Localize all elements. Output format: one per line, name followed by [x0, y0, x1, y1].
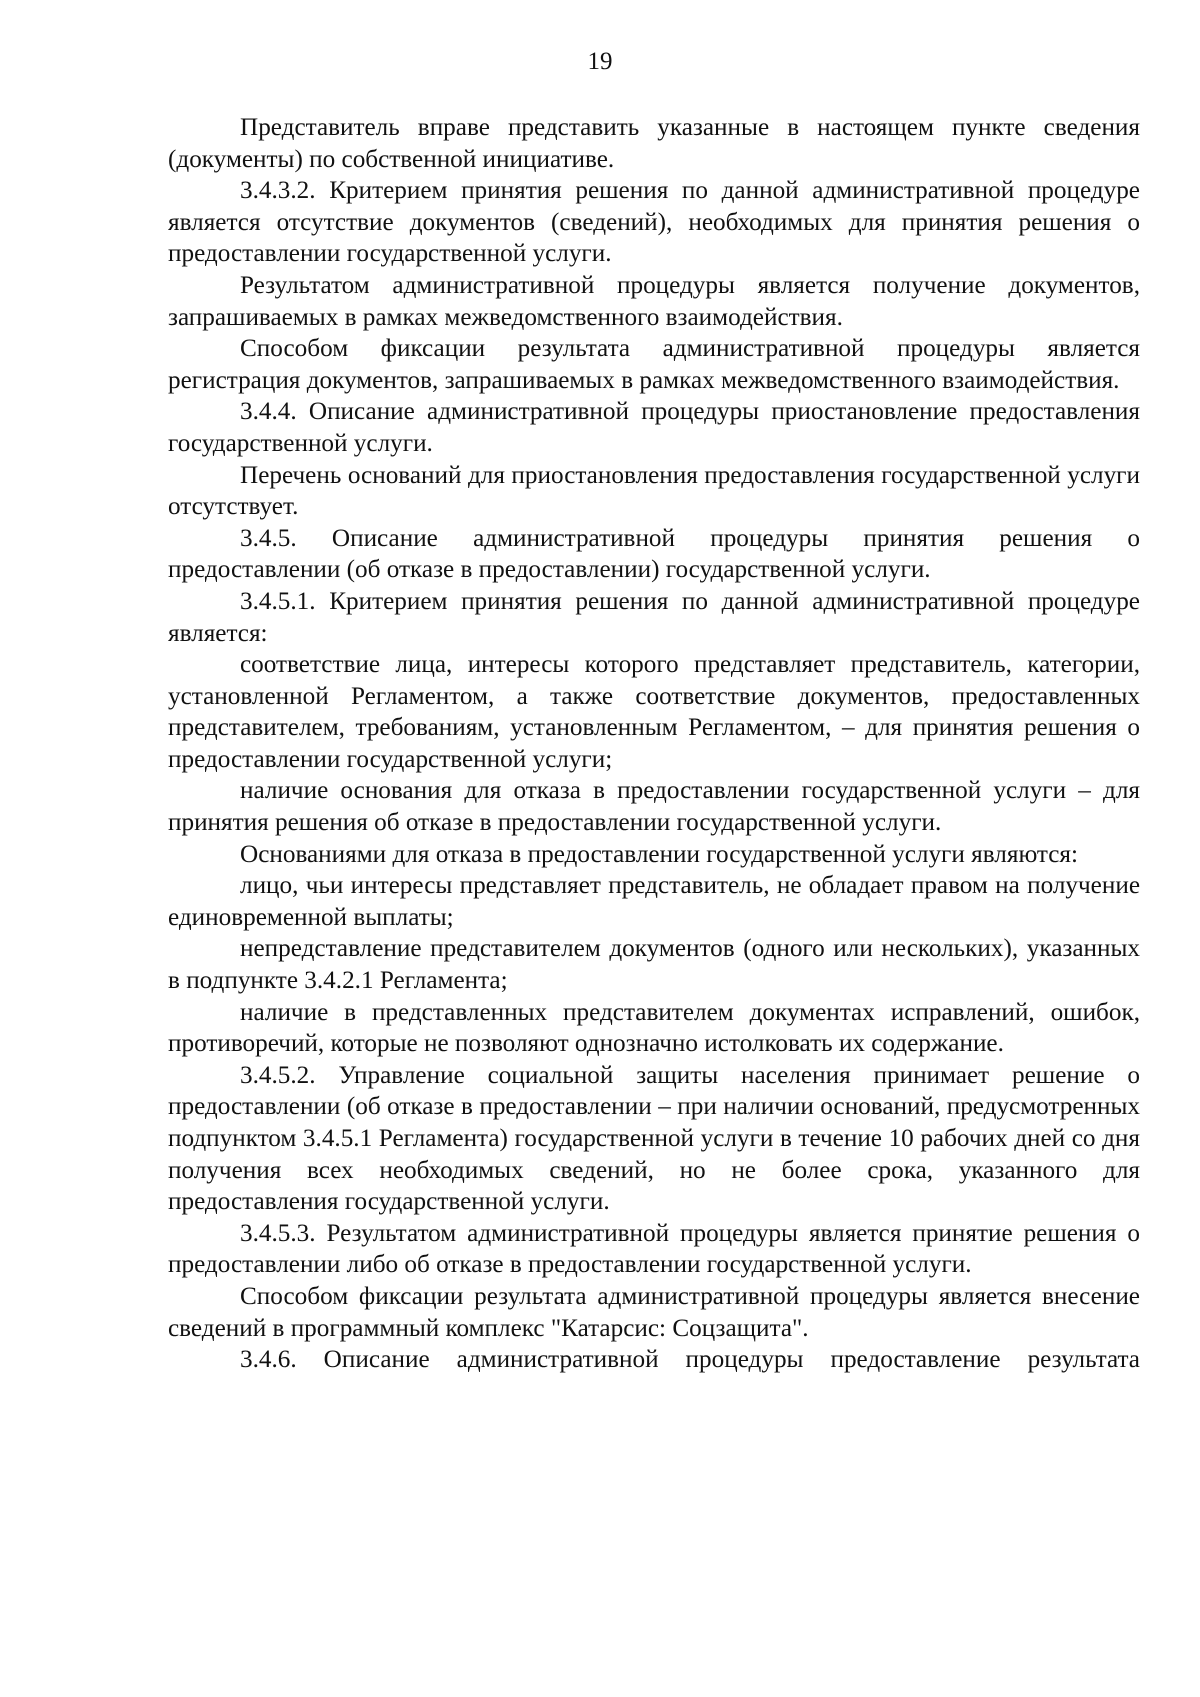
paragraph: лицо, чьи интересы представляет представитель, не обладает правом на получение единовременной выплаты;	[168, 872, 1140, 931]
paragraph: Перечень оснований для приостановления предоставления государственной услуги отсутствует.	[168, 461, 1140, 521]
paragraph: наличие в представленных представителем документах исправлений, ошибок, противоречий, которые не позволяют однозначно истолковать их содержание.	[168, 998, 1140, 1058]
paragraph: Способом фиксации результата административной процедуры является регистрация документов, запрашиваемых в рамках межведомственного взаимодействия.	[168, 335, 1140, 394]
paragraph: Основаниями для отказа в предоставлении государственной услуги являются:	[240, 840, 1079, 868]
document-body	[168, 112, 1140, 1376]
paragraph: 3.4.5.2. Управление социальной защиты населения принимает решение о предоставлении (об отказе в предоставлении – при наличии оснований, предусмотренных подпунктом 3.4.5.1 Регламента) государственной услуги в течение 10 рабочих дней со дня получения всех необходимых сведений, но не более срока, указанного для предоставления государственной услуги.	[168, 1061, 1140, 1216]
paragraph: 3.4.4. Описание административной процедуры приостановление предоставления государственной услуги.	[168, 398, 1140, 457]
paragraph: 3.4.5.3. Результатом административной процедуры является принятие решения о предоставлении либо об отказе в предоставлении государственной услуги.	[168, 1219, 1140, 1279]
paragraph: 3.4.5.1. Критерием принятия решения по данной административной процедуре является:	[168, 587, 1140, 647]
paragraph: Представитель вправе представить указанные в настоящем пункте сведения (документы) по собственной инициативе.	[168, 114, 1140, 173]
paragraph: наличие основания для отказа в предоставлении государственной услуги – для принятия решения об отказе в предоставлении государственной услуги.	[168, 777, 1140, 837]
paragraph: Результатом административной процедуры является получение документов, запрашиваемых в рамках межведомственного взаимодействия.	[168, 271, 1140, 331]
paragraph: 3.4.5. Описание административной процедуры принятия решения о предоставлении (об отказе в предоставлении) государственной услуги.	[168, 524, 1140, 584]
page-number: 19	[587, 48, 613, 75]
paragraph: непредставление представителем документов (одного или нескольких), указанных в подпункте 3.4.2.1 Регламента;	[168, 935, 1140, 995]
paragraph: Способом фиксации результата административной процедуры является внесение сведений в программный комплекс "Катарсис: Соцзащита".	[168, 1282, 1140, 1342]
paragraph: 3.4.3.2. Критерием принятия решения по данной административной процедуре является отсутствие документов (сведений), необходимых для принятия решения о предоставлении государственной услуги.	[168, 177, 1140, 268]
paragraph: 3.4.6. Описание административной процедуры предоставление результата	[240, 1346, 1140, 1374]
paragraph: соответствие лица, интересы которого представляет представитель, категории, установленной Регламентом, а также соответствие документов, предоставленных представителем, требованиям, установленным Регламентом, – для принятия решения о предоставлении государственной услуги;	[168, 651, 1140, 773]
